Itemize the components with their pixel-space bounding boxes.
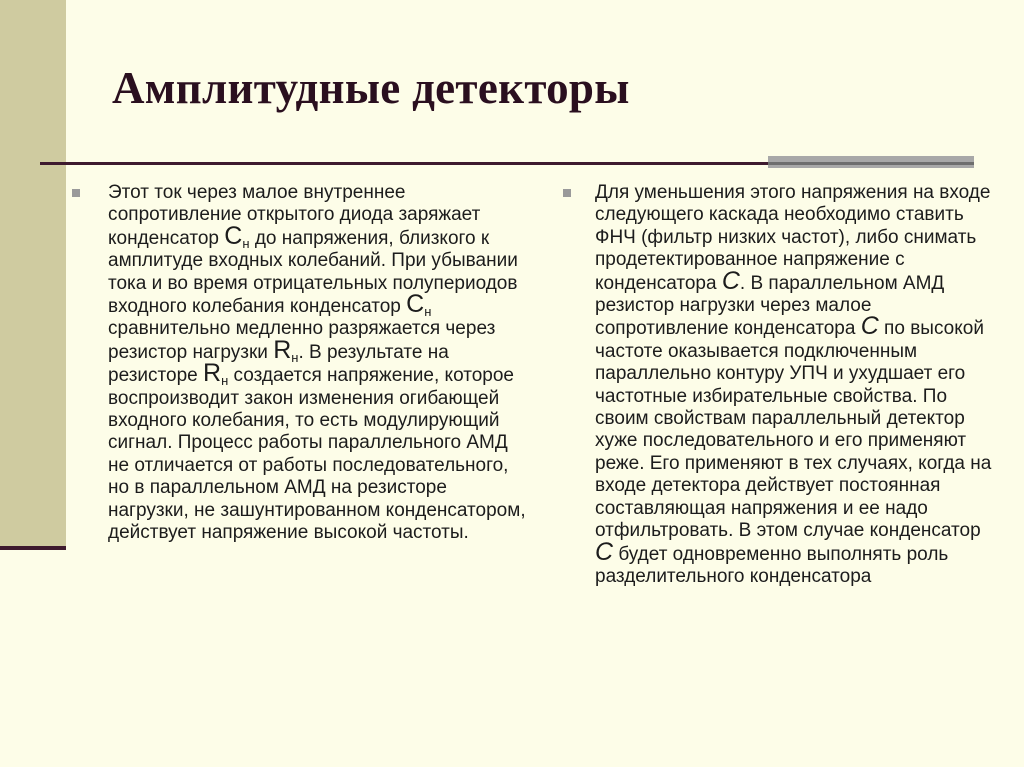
symbol-subscript: н — [291, 349, 299, 365]
paragraph-text: Этот ток через малое внутреннее сопротивление открытого диода заряжает конденсатор — [108, 182, 481, 249]
symbol-subscript: н — [221, 373, 229, 389]
left-decorative-band — [0, 0, 66, 546]
paragraph-text: Для уменьшения этого напряжения на входе следующего каскада необходимо ставить ФНЧ (фильтр низких частот), либо снимать продетектированное напряжение с конденсатора — [595, 182, 991, 294]
capacitor-symbol: C — [224, 221, 243, 250]
capacitor-symbol: C — [860, 312, 879, 341]
paragraph-text: . В параллельном АМД резистор нагрузки через малое сопротивление конденсатора — [595, 272, 945, 340]
bullet-marker-icon — [563, 189, 571, 197]
capacitor-symbol: C — [595, 537, 614, 566]
resistor-symbol: R — [203, 359, 222, 388]
slide-title: Амплитудные детекторы — [112, 63, 630, 113]
symbol-subscript: н — [424, 304, 432, 320]
bullet-marker-icon — [72, 189, 80, 197]
title-divider — [40, 162, 770, 165]
paragraph-text: сравнительно медленно разряжается через резистор нагрузки — [108, 318, 496, 363]
capacitor-symbol: C — [721, 266, 740, 295]
right-paragraph — [595, 182, 995, 588]
capacitor-symbol: C — [406, 290, 425, 319]
left-band-underline — [0, 546, 66, 550]
divider-accent-line — [768, 162, 974, 165]
symbol-subscript: н — [242, 235, 250, 251]
paragraph-text: будет одновременно выполнять роль разделительного конденсатора — [595, 543, 949, 587]
resistor-symbol: R — [273, 335, 292, 364]
paragraph-text: . В результате на резисторе — [108, 341, 449, 387]
paragraph-text: создается напряжение, которое воспроизводит закон изменения огибающей входного колебания, то есть модулирующий сигнал. Процесс работы параллельного АМД не отличается от работы последовательного, но в параллельном АМД на резисторе нагрузки, не зашунтированном конденсатором, действует напряжение высокой частоты. — [108, 365, 526, 544]
paragraph-text: по высокой частоте оказывается подключенным параллельно контуру УПЧ и ухудшает его частотные избирательные свойства. По своим свойствам параллельный детектор хуже последовательного и его применяют реже. Его применяют в тех случаях, когда на входе детектора действует постоянная составляющая напряжения и ее надо отфильтровать. В этом случае конденсатор — [595, 318, 992, 542]
left-paragraph — [108, 182, 526, 545]
paragraph-text: до напряжения, близкого к амплитуде входных колебаний. При убывании тока и во время отрицательных полупериодов входного колебания конденсатор — [108, 227, 518, 318]
